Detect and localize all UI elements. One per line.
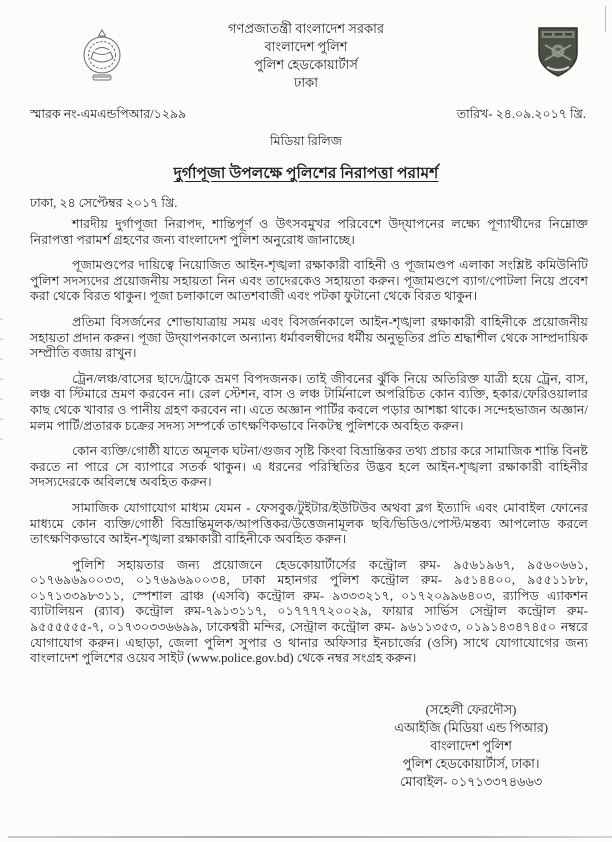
memo-date-row	[0, 100, 612, 126]
signatory-name: (সহেলী ফেরদৌস)	[425, 702, 517, 717]
signatory-designation: এআইজি (মিডিয়া এন্ড পিআর)	[394, 720, 548, 735]
body-paragraph-4: ট্রেন/লঞ্চ/বাসের ছাদে/ট্রাকে ভ্রমণ বিপদজনক। তাই জীবনের ঝুঁকি নিয়ে অতিরিক্ত যাত্রী হয়ে ট্রেন, বাস, লঞ্চ বা স্টিমারে ভ্রমণ করবেন না। রেল স্টেশন, বাস ও লঞ্চ টার্মিনালে অপরিচিত কোন ব্যক্তি, হকার/ফেরিওয়ালার কাছ থেকে খাবার ও পানীয় গ্রহণ করবেন না। এতে অজ্ঞান পার্টির কবলে পড়ার আশঙ্কা থাকে। সন্দেহভাজন অজ্ঞান/মলম পার্টি/প্রতারক চক্রের সদস্য সম্পর্কে তাৎক্ষণিকভাবে নিকটস্থ পুলিশকে অবহিত করুন।	[30, 371, 588, 433]
body-paragraph-3: প্রতিমা বিসর্জনের শোভাযাত্রায় সময় এবং বিসর্জনকালে আইন-শৃঙ্খলা রক্ষাকারী বাহিনীকে প্রয়োজনীয় সহায়তা প্রদান করুন। পূজা উদ্‌যাপনকালে অন্যান্য ধর্মাবলম্বীদের ধর্মীয় অনুভূতির প্রতি শ্রদ্ধাশীল থেকে সাম্প্রদায়িক সম্প্রীতি বজায় রাখুন।	[30, 314, 588, 361]
document-title: দুর্গাপূজা উপলক্ষে পুলিশের নিরাপত্তা পরামর্শ	[173, 165, 439, 182]
letterhead	[0, 0, 612, 100]
office-name: পুলিশ হেডকোয়ার্টার্স	[254, 57, 358, 72]
release-type-label: মিডিয়া রিলিজ	[270, 134, 342, 148]
body-paragraph-7: পুলিশি সহায়তার জন্য প্রয়োজনে হেডকোয়ার্টার্সের কন্ট্রোল রুম- ৯৫৬১৯৬৭, ৯৫৬০৬৬১, ০১৭৬৯৬৯০০৩৩, ০১৭৬৯৬৯০০৩৪, ঢাকা মহানগর পুলিশ কন্ট্রোল রুম- ৯৫১৪৪০০, ৯৫৫১১৮৮, ০১৭১৩৩৯৮৩১১, স্পেশাল ব্রাঞ্চ (এসবি) কন্ট্রোল রুম- ৯৩৩৩২১৭, ০১৭২০৯৯৬৪০৩, র‍্যাপিড এ্যাকশন ব্যাটালিয়ন (র‍্যাব) কন্ট্রোল রুম-৭৯১৩১১৭, ০১৭৭৭৭২০০২৯, ফায়ার সার্ভিস সেন্ট্রাল কন্ট্রোল রুম- ৯৫৫৫৫৫৫-৭, ০১৭৩০৩৩৬৬৯৯, ঢাকেশ্বরী মন্দির, সেন্ট্রাল কন্ট্রোল রুম- ৯৬১১৩৫৩, ০১৯১৪৩৪৭৪৫০ নম্বরে যোগাযোগ করুন। এছাড়া, জেলা পুলিশ সুপার ও থানার অফিসার ইনচার্জের (ওসি) সাথে যোগাযোগের জন্য বাংলাদেশ পুলিশের ওয়েব সাইট (www.police.gov.bd) থেকে নম্বর সংগ্রহ করুন।	[30, 557, 588, 666]
body-paragraph-2: পূজামণ্ডপের দায়িত্বে নিয়োজিত আইন-শৃঙ্খলা রক্ষাকারী বাহিনী ও পূজামণ্ডপ এলাকা সংশ্লিষ্ট কমিউনিটি পুলিশ সদস্যদের প্রয়োজনীয় সহায়তা নিন এবং তাদেরকেও সহায়তা করুন। পূজামণ্ডপে ব্যাগ/পোটলা নিয়ে প্রবেশ করা থেকে বিরত থাকুন। পূজা চলাকালে আতশবাজী এবং পটকা ফুটানো থেকে বিরত থাকুন।	[30, 258, 588, 304]
dateline: ঢাকা, ২৪ সেপ্টেম্বর ২০১৭ খ্রি.	[30, 196, 178, 210]
document-date: তারিখ- ২৪.০৯.২০১৭ খ্রি.	[456, 107, 586, 121]
signatory-organization: বাংলাদেশ পুলিশ	[430, 738, 512, 753]
body-paragraph-5: কোন ব্যক্তি/গোষ্ঠী যাতে অমূলক ঘটনা/গুজব সৃষ্টি কিংবা বিভ্রান্তিকর তথ্য প্রচার করে সামাজিক শান্তি বিনষ্ট করতে না পারে সে ব্যাপারে সতর্ক থাকুন। এ ধরনের পরিস্থিতির উদ্ভব হলে আইন-শৃঙ্খলা রক্ষাকারী বাহিনীর সদস্যদেরকে অবিলম্বে অবহিত করুন।	[30, 444, 588, 490]
signatory-office: পুলিশ হেডকোয়ার্টার্স, ঢাকা।	[402, 756, 540, 771]
body-paragraph-1: শারদীয় দুর্গাপূজা নিরাপদ, শান্তিপূর্ণ ও উৎসবমুখর পরিবেশে উদ্‌যাপনের লক্ষ্যে পূণ্যার্থীদের নিম্নোক্ত নিরাপত্তা পরামর্শ গ্রহণের জন্য বাংলাদেশ পুলিশ অনুরোধ জানাচ্ছে।	[30, 217, 588, 247]
signatory-mobile: মোবাইল- ০১৭১৩৩৭৪৬৬৩	[400, 774, 543, 789]
organization-name: বাংলাদেশ পুলিশ	[264, 39, 348, 54]
scan-edge-artifact	[0, 300, 3, 440]
document-body	[0, 215, 612, 667]
police-headquarters-shield-icon	[536, 24, 580, 80]
scan-corner-artifact	[605, 6, 606, 32]
city-name: ঢাকা	[294, 75, 318, 90]
memo-number: স্মারক নং-এমএন্ডপিআর/১২৯৯	[30, 107, 187, 121]
scan-bottom-edge-artifact	[8, 836, 612, 838]
letterhead-text	[0, 20, 612, 92]
government-name: গণপ্রজাতন্ত্রী বাংলাদেশ সরকার	[227, 21, 385, 36]
body-paragraph-6: সামাজিক যোগাযোগ মাধ্যম যেমন - ফেসবুক/টুইটার/ইউটিউব অথবা ব্লগ ইত্যাদি এবং মোবাইল ফোনের মাধ্যমে কোন ব্যক্তি/গোষ্ঠী বিভ্রান্তিমূলক/আপত্তিকর/উত্তেজনামূলক ছবি/ভিডিও/পোস্ট/মন্তব্য আপলোড করলে তাৎক্ষণিকভাবে আইন-শৃঙ্খলা রক্ষাকারী বাহিনীকে অবহিত করুন।	[30, 500, 588, 547]
signature-block	[394, 701, 548, 791]
